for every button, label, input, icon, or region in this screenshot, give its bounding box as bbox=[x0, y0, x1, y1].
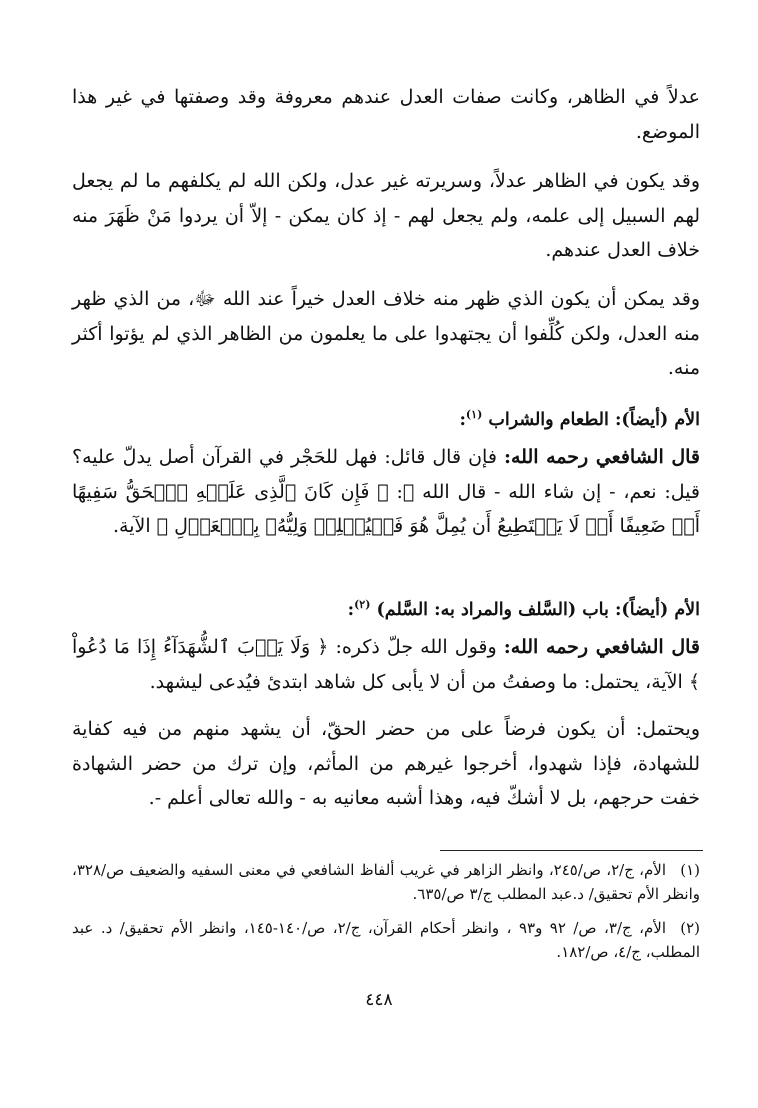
footnote-2-number: (٢) bbox=[680, 919, 700, 937]
footnote-1-text: الأم، ج/٢، ص/٢٤٥، وانظر الزاهر في غريب ألفاظ الشافعي في معنى السفيه والضعيف ص/٣٢٨، وانظر الأم تحقيق/ د.عبد المطلب ج/٣ ص/٦٣٥. bbox=[72, 861, 700, 903]
heading-1-colon: : bbox=[459, 409, 466, 430]
paragraph-3: وقد يمكن أن يكون الذي ظهر منه خلاف العدل خيراً عند الله ﷻ، من الذي ظهر منه العدل، ولكن كُلِّفوا أن يجتهدوا على ما يعلمون من الظاهر الذي لم يؤتوا أكثر منه. bbox=[72, 288, 700, 379]
heading-2-text: الأم (أيضاً): باب (السَّلف والمراد به: السَّلم) bbox=[376, 599, 700, 620]
footnote-2-text: الأم، ج/٣، ص/ ٩٢ و٩٣ ، وانظر أحكام القرآن، ج/٢، ص/١٤٠-١٤٥، وانظر الأم تحقيق/ د. عبد المطلب، ج/٤، ص/١٨٢. bbox=[72, 919, 700, 961]
footnote-ref-1: (١) bbox=[465, 408, 483, 421]
heading-2-colon: : bbox=[347, 599, 355, 620]
paragraph-4-lead: قال الشافعي رحمه الله: bbox=[503, 446, 701, 468]
paragraph-5-body: وقول الله جلّ ذكره: ﴿ وَلَا يَأۡبَ ٱلشُّهَدَآءُ إِذَا مَا دُعُواْ ﴾ الآية، يحتمل: ما وصفتُ من أن لا يأبى كل شاهد ابتدئ فيُدعى ليشهد. bbox=[72, 636, 700, 693]
paragraph-5-lead: قال الشافعي رحمه الله: bbox=[503, 636, 701, 658]
paragraph-4 bbox=[72, 440, 700, 544]
footnote-ref-2: (٢) bbox=[354, 598, 371, 611]
paragraph-2: وقد يكون في الظاهر عدلاً، وسريرته غير عدل، ولكن الله لم يكلفهم ما لم يجعل لهم السبيل إلى علمه، ولم يجعل لهم - إذ كان يمكن - إلاّ أن يردوا مَنْ ظَهَرَ منه خلاف العدل عندهم. bbox=[72, 170, 700, 261]
footnote-1-number: (١) bbox=[680, 861, 700, 879]
footnote-2 bbox=[72, 916, 700, 964]
footnote-divider bbox=[440, 850, 703, 851]
paragraph-6: ويحتمل: أن يكون فرضاً على من حضر الحقّ، أن يشهد منهم من فيه كفاية للشهادة، فإذا شهدوا، أخرجوا غيرهم من المأثم، وإن ترك من حضر الشهادة خفت حرجهم، بل لا أشكّ فيه، وهذا أشبه معانيه به - والله تعالى أعلم -. bbox=[72, 718, 700, 809]
heading-salaf bbox=[72, 588, 700, 627]
paragraph-1: عدلاً في الظاهر، وكانت صفات العدل عندهم معروفة وقد وصفتها في غير هذا الموضع. bbox=[72, 86, 700, 143]
heading-1-text: الأم (أيضاً): الطعام والشراب bbox=[488, 409, 700, 430]
paragraph-5 bbox=[72, 630, 700, 699]
footnote-1 bbox=[72, 858, 700, 906]
paragraph-4-body: فإن قال قائل: فهل للحَجْر في القرآن أصل يدلّ عليه؟ قيل: نعم، - إن شاء الله - قال الله ﷻ: ﴿ فَإِن كَانَ ٱلَّذِى عَلَيۡهِ ٱلۡحَقُّ سَفِيهًا أَوۡ ضَعِيفًا أَوۡ لَا يَسۡتَطِيعُ أَن يُمِلَّ هُوَ فَلۡيُمۡلِلۡ وَلِيُّهُۥ بِٱلۡعَدۡلِ ﴾ الآية. bbox=[72, 446, 700, 537]
page-number: ٤٤٨ bbox=[365, 990, 393, 1010]
heading-food-drink bbox=[72, 398, 700, 437]
